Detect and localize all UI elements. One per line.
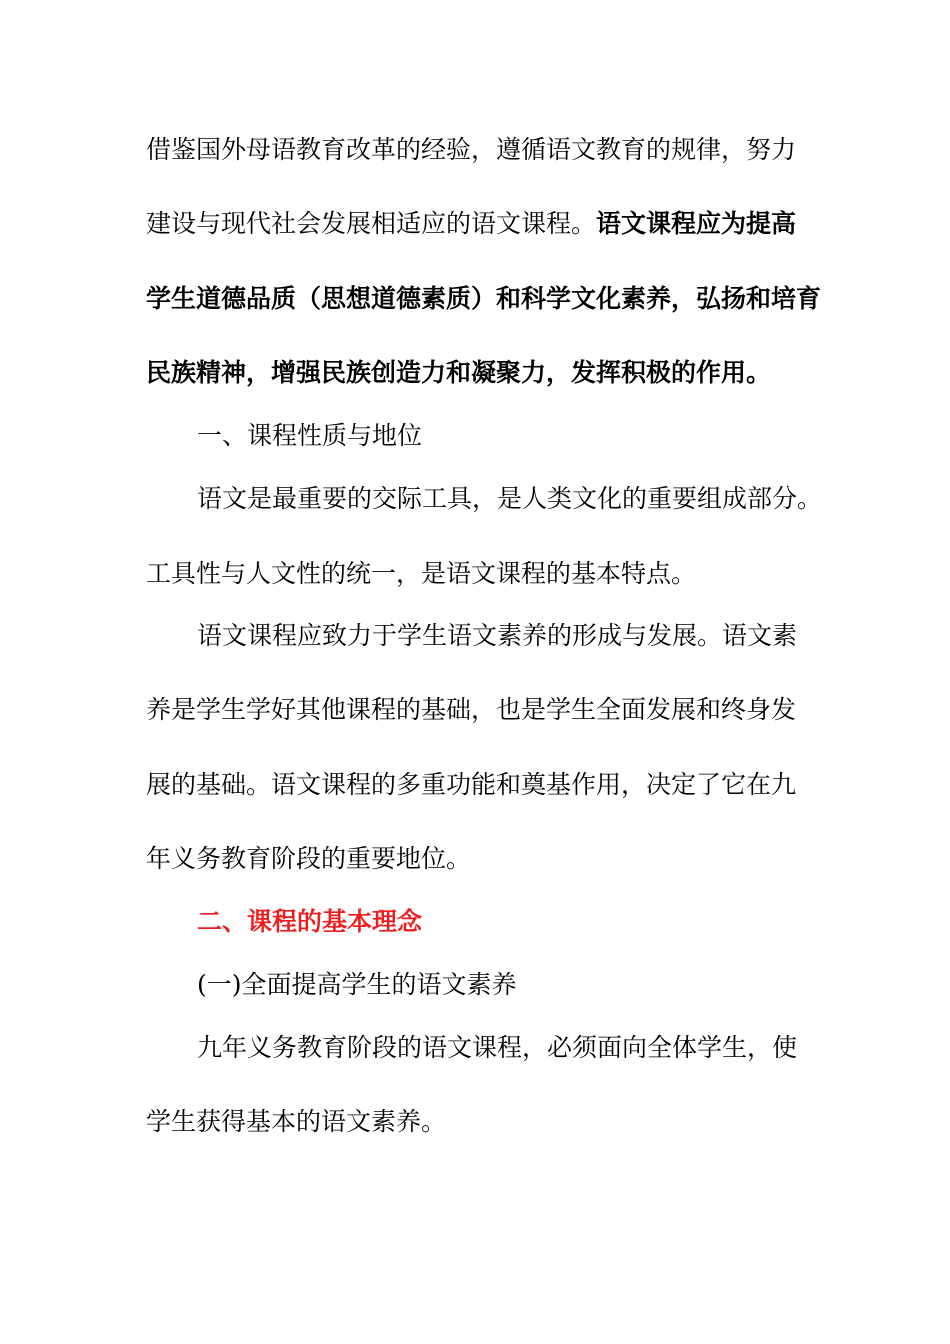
text-span: 九年义务教育阶段的语文课程，必须面向全体学生，使: [197, 1033, 798, 1062]
text-span: 年义务教育阶段的重要地位。: [146, 844, 472, 873]
text-line: [146, 559, 696, 589]
text-line: [146, 695, 796, 725]
section-heading-red: [197, 907, 422, 937]
bold-text-line: [146, 358, 771, 388]
text-line: [146, 209, 796, 239]
heading-text: 二、课程的基本理念: [197, 907, 423, 936]
text-span: 工具性与人文性的统一，是语文课程的基本特点。: [146, 559, 697, 588]
subsection-heading: [197, 970, 517, 1000]
heading-text: 一、课程性质与地位: [197, 421, 423, 450]
text-line: [146, 844, 471, 874]
text-span: 语文是最重要的交际工具，是人类文化的重要组成部分。: [197, 484, 823, 513]
text-line: [146, 135, 796, 165]
text-span: 展的基础。语文课程的多重功能和奠基作用，决定了它在九: [146, 770, 797, 799]
bold-text-span: 语文课程应为提高: [596, 209, 797, 238]
text-line: [197, 621, 797, 651]
bold-text-span: 民族精神，增强民族创造力和凝聚力，发挥积极的作用。: [146, 358, 772, 387]
text-line: [197, 484, 822, 514]
text-line: [146, 1107, 446, 1137]
text-line: [197, 1033, 797, 1063]
bold-text-span: 学生道德品质（思想道德素质）和科学文化素养，弘扬和培育: [146, 284, 822, 313]
text-span: 借鉴国外母语教育改革的经验，遵循语文教育的规律，努力: [146, 135, 797, 164]
section-heading: [197, 421, 422, 451]
heading-text: (一)全面提高学生的语文素养: [197, 970, 517, 999]
bold-text-line: [146, 284, 821, 314]
text-span: 建设与现代社会发展相适应的语文课程。: [146, 209, 597, 238]
text-line: [146, 770, 796, 800]
text-span: 养是学生学好其他课程的基础，也是学生全面发展和终身发: [146, 695, 797, 724]
text-span: 学生获得基本的语文素养。: [146, 1107, 447, 1136]
text-span: 语文课程应致力于学生语文素养的形成与发展。语文素: [197, 621, 798, 650]
